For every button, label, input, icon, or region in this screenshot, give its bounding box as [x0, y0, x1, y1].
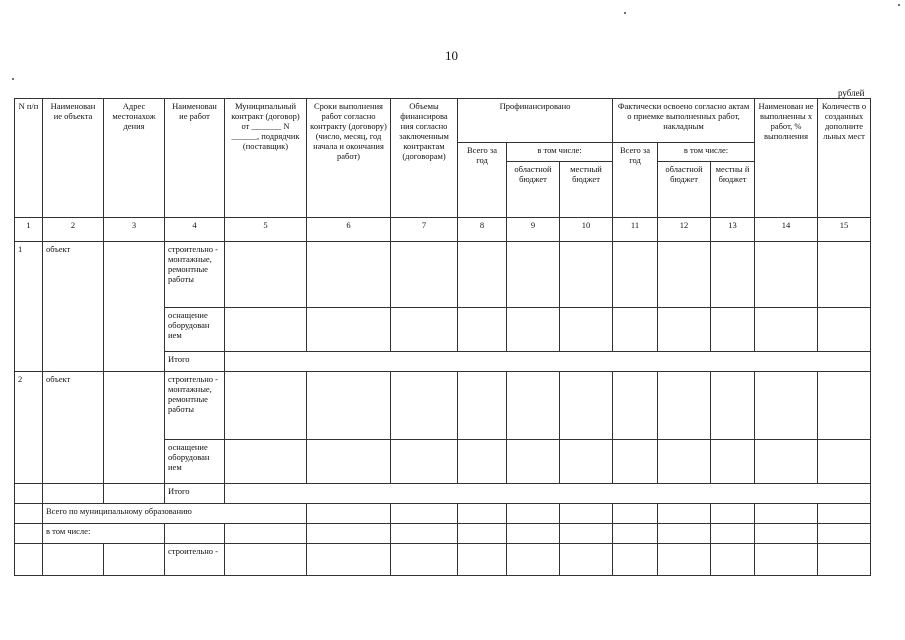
table-cell: [711, 504, 755, 524]
column-number: 13: [711, 218, 755, 242]
table-cell: [658, 504, 711, 524]
header-completed-works: Наименован ие выполненны х работ, % выполнения: [755, 99, 818, 218]
table-cell: [391, 308, 458, 352]
table-cell: [391, 544, 458, 576]
table-cell: [507, 544, 560, 576]
column-number: 7: [391, 218, 458, 242]
table-cell: [560, 544, 613, 576]
table-cell: [458, 504, 507, 524]
table-cell: [711, 544, 755, 576]
table-cell: [755, 308, 818, 352]
table-cell: [15, 504, 43, 524]
scan-speck: [898, 4, 900, 6]
scan-speck: [12, 78, 14, 80]
table-cell: [391, 372, 458, 440]
header-including-2: в том числе:: [658, 143, 755, 162]
header-financed: Профинансировано: [458, 99, 613, 143]
header-contract: Муниципальный контракт (договор) от _______ N ______, подрядчик (поставщик): [225, 99, 307, 218]
table-row: [15, 372, 871, 440]
table-cell: [15, 524, 43, 544]
table-cell: [458, 372, 507, 440]
table-cell: [560, 440, 613, 484]
table-cell: [225, 544, 307, 576]
header-row-1: [15, 99, 871, 143]
table-cell: [507, 524, 560, 544]
table-cell: [613, 544, 658, 576]
work-type: оснащение оборудован ием: [165, 308, 225, 352]
table-cell: [658, 524, 711, 544]
table-cell: [507, 504, 560, 524]
work-type: строительно - монтажные, ремонтные работы: [165, 372, 225, 440]
table-cell: [507, 440, 560, 484]
object-name: объект: [43, 242, 104, 372]
header-total-year: Всего за год: [458, 143, 507, 218]
table-cell: [15, 484, 43, 504]
table-cell: [711, 372, 755, 440]
table-cell: [43, 544, 104, 576]
page-number: 10: [445, 48, 458, 63]
column-number: 5: [225, 218, 307, 242]
table-cell: [307, 504, 391, 524]
table-cell: [560, 308, 613, 352]
table-cell: [818, 242, 871, 308]
grand-total-label: Всего по муниципальному образованию: [43, 504, 307, 524]
table-cell: [711, 440, 755, 484]
header-funding-volume: Объемы финансирова ния согласно заключенным контрактам (договорам): [391, 99, 458, 218]
table-cell: [307, 544, 391, 576]
table-cell: [658, 544, 711, 576]
table-cell: [458, 242, 507, 308]
header-local-budget: местный бюджет: [560, 162, 613, 218]
table-cell: [613, 440, 658, 484]
table-cell: [507, 372, 560, 440]
table-cell: [104, 484, 165, 504]
table-cell: [560, 524, 613, 544]
table-cell: [458, 440, 507, 484]
row-number: 1: [15, 242, 43, 372]
table-cell: [307, 242, 391, 308]
table-cell: [818, 544, 871, 576]
table-row: [15, 242, 871, 308]
table-cell: [818, 372, 871, 440]
header-including: в том числе:: [507, 143, 613, 162]
table-cell: [391, 242, 458, 308]
header-address: Адрес местонахож дения: [104, 99, 165, 218]
scan-speck: [624, 12, 626, 14]
table-cell: [225, 484, 871, 504]
currency-note: рублей: [838, 88, 865, 98]
column-number-row: [15, 218, 871, 242]
table-row: [15, 524, 871, 544]
table-cell: [818, 504, 871, 524]
table-row: [15, 504, 871, 524]
table-cell: [507, 308, 560, 352]
table-cell: [458, 544, 507, 576]
table-cell: [711, 242, 755, 308]
column-number: 8: [458, 218, 507, 242]
table-cell: [391, 524, 458, 544]
row-number: 2: [15, 372, 43, 484]
column-number: 9: [507, 218, 560, 242]
column-number: 6: [307, 218, 391, 242]
table-cell: [711, 524, 755, 544]
table-cell: [755, 524, 818, 544]
table-cell: [458, 524, 507, 544]
table-cell: [15, 544, 43, 576]
object-address: [104, 242, 165, 372]
work-type: строительно -: [165, 544, 225, 576]
header-total-year-2: Всего за год: [613, 143, 658, 218]
table-cell: [307, 440, 391, 484]
column-number: 11: [613, 218, 658, 242]
column-number: 10: [560, 218, 613, 242]
table-cell: [165, 524, 225, 544]
table-cell: [755, 242, 818, 308]
table-cell: [225, 242, 307, 308]
column-number: 2: [43, 218, 104, 242]
column-number: 12: [658, 218, 711, 242]
table-cell: [560, 504, 613, 524]
table-cell: [391, 440, 458, 484]
header-number: N п/п: [15, 99, 43, 218]
subtotal-label: Итого: [165, 352, 225, 372]
table-cell: [225, 372, 307, 440]
table-cell: [225, 352, 871, 372]
table-cell: [560, 242, 613, 308]
header-local-budget-2: местны й бюджет: [711, 162, 755, 218]
table-cell: [613, 524, 658, 544]
table-cell: [755, 544, 818, 576]
column-number: 1: [15, 218, 43, 242]
table-cell: [458, 308, 507, 352]
table-cell: [818, 524, 871, 544]
table-cell: [560, 372, 613, 440]
column-number: 15: [818, 218, 871, 242]
including-label: в том числе:: [43, 524, 165, 544]
table-cell: [225, 440, 307, 484]
table-cell: [658, 372, 711, 440]
header-work-name: Наименован ие работ: [165, 99, 225, 218]
table-cell: [613, 242, 658, 308]
table-cell: [104, 544, 165, 576]
column-number: 4: [165, 218, 225, 242]
work-type: оснащение оборудован ием: [165, 440, 225, 484]
table-cell: [43, 484, 104, 504]
header-terms: Сроки выполнения работ согласно контракту (договору) (число, месяц, год начала и окончания работ): [307, 99, 391, 218]
table-cell: [711, 308, 755, 352]
table-cell: [507, 242, 560, 308]
table-cell: [613, 372, 658, 440]
table-cell: [658, 440, 711, 484]
header-additional-places: Количеств о созданных дополните льных мест: [818, 99, 871, 218]
table-cell: [818, 308, 871, 352]
table-cell: [225, 308, 307, 352]
table-row: [15, 484, 871, 504]
header-actually-used: Фактически освоено согласно актам о приемке выполненных работ, накладным: [613, 99, 755, 143]
table-row: [15, 544, 871, 576]
table-cell: [613, 308, 658, 352]
table-cell: [307, 372, 391, 440]
object-name: объект: [43, 372, 104, 484]
column-number: 14: [755, 218, 818, 242]
table-cell: [307, 524, 391, 544]
table-cell: [818, 440, 871, 484]
header-object-name: Наименован ие объекта: [43, 99, 104, 218]
subtotal-label: Итого: [165, 484, 225, 504]
object-address: [104, 372, 165, 484]
table-cell: [755, 504, 818, 524]
work-type: строительно - монтажные, ремонтные работы: [165, 242, 225, 308]
header-regional-budget: областной бюджет: [507, 162, 560, 218]
header-regional-budget-2: областной бюджет: [658, 162, 711, 218]
table-cell: [307, 308, 391, 352]
table-cell: [613, 504, 658, 524]
table-cell: [755, 372, 818, 440]
table-cell: [658, 308, 711, 352]
table-cell: [755, 440, 818, 484]
table-cell: [391, 504, 458, 524]
column-number: 3: [104, 218, 165, 242]
table-cell: [658, 242, 711, 308]
table-cell: [225, 524, 307, 544]
report-table: [14, 98, 871, 576]
